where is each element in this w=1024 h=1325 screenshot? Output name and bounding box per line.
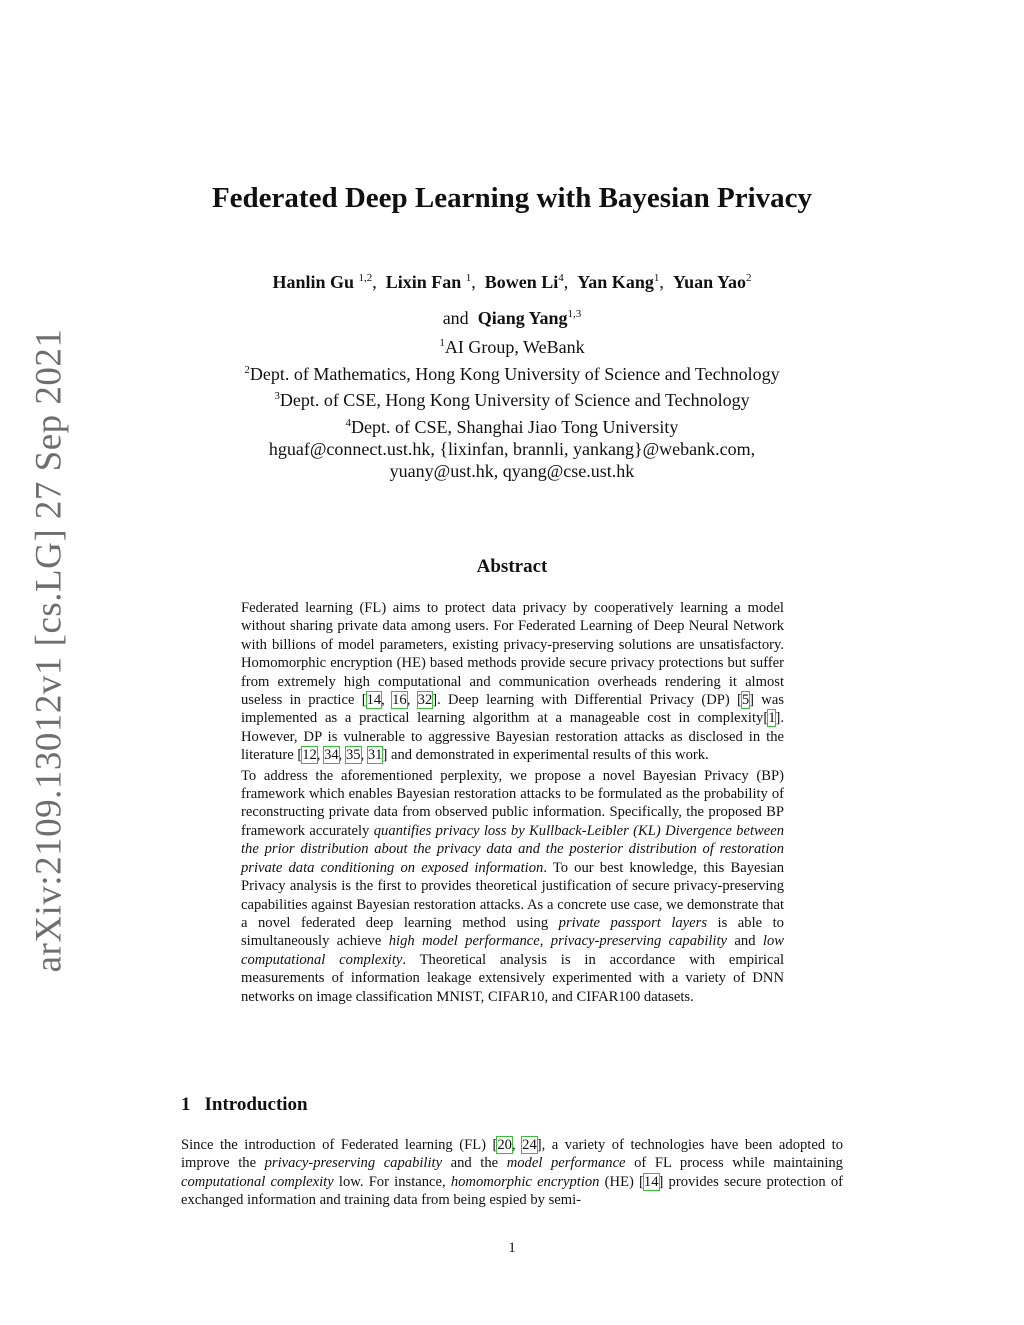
intro-paragraph: Since the introduction of Federated learning (FL) [20, 24], a variety of technologies have been adopted to improve the privacy-preserving capability and the model performance of FL process while maintaining computational complexity low. For instance, homomorphic encryption (HE) [14] provides secure protection of exchanged information and training data from being espied by semi- bbox=[181, 1137, 843, 1209]
affiliation-text: Dept. of CSE, Hong Kong University of Science and Technology bbox=[279, 390, 750, 410]
author-and: and bbox=[442, 308, 469, 328]
intro-text: ] provides secure protection of exchanged information and training data from being espied by semi- bbox=[181, 1173, 843, 1209]
abstract-text: To address the aforementioned perplexity, we propose a novel Bayesian Privacy (BP) framework which enables Bayesian restoration attacks to be formulated as the probability of reconstructing private data from observed public information. Specifically, the proposed BP framework accurately bbox=[241, 767, 784, 839]
affiliation-text: Dept. of CSE, Shanghai Jiao Tong University bbox=[351, 416, 679, 437]
affiliation bbox=[0, 359, 1024, 386]
citation-link[interactable]: 31 bbox=[367, 747, 383, 764]
citation-link[interactable]: 20 bbox=[497, 1137, 512, 1153]
intro-emphasis: model performance bbox=[506, 1155, 626, 1172]
citation-link[interactable]: 1 bbox=[768, 710, 776, 727]
page-number: 1 bbox=[508, 1240, 516, 1256]
author-affil-sup: 1 bbox=[653, 272, 660, 284]
author-name: Bowen Li bbox=[484, 272, 559, 292]
abstract-body bbox=[241, 599, 784, 1006]
abstract-text: and bbox=[727, 933, 763, 950]
affiliation bbox=[0, 332, 1024, 359]
abstract-text: ]. However, DP is vulnerable to aggressive Bayesian restoration attacks as disclosed in the literature [ bbox=[241, 710, 784, 764]
citation-link[interactable]: 32 bbox=[417, 692, 433, 709]
introduction-body bbox=[181, 1136, 843, 1210]
author-list bbox=[0, 262, 1024, 334]
intro-emphasis: homomorphic encryption bbox=[450, 1173, 600, 1190]
author-affil-sup: 4 bbox=[558, 272, 564, 284]
affiliation bbox=[0, 385, 1024, 412]
email-line-1: hguaf@connect.ust.hk, {lixinfan, brannli, yankang}@webank.com, bbox=[268, 439, 756, 459]
email-line-2: yuany@ust.hk, qyang@cse.ust.hk bbox=[389, 460, 635, 481]
abstract-emphasis: private passport layers bbox=[558, 914, 707, 931]
abstract-paragraph-2 bbox=[241, 767, 784, 1006]
abstract-heading: Abstract bbox=[476, 556, 548, 577]
author-affil-sup: 2 bbox=[746, 272, 752, 284]
citation-link[interactable]: 14 bbox=[366, 692, 382, 709]
section-number: 1 bbox=[181, 1094, 191, 1115]
intro-text: of FL process while maintaining bbox=[625, 1155, 843, 1172]
affiliation-list bbox=[0, 332, 1024, 438]
affiliation-text: Dept. of Mathematics, Hong Kong University of Science and Technology bbox=[249, 363, 780, 384]
citation-link[interactable]: 35 bbox=[345, 747, 361, 764]
author-name: Yuan Yao bbox=[672, 272, 747, 292]
intro-text: and the bbox=[442, 1155, 507, 1172]
author-affil-sup: 1,3 bbox=[567, 308, 582, 320]
citation-link[interactable]: 16 bbox=[392, 692, 407, 709]
author-emails bbox=[0, 439, 1024, 482]
author-line-2 bbox=[0, 298, 1024, 334]
abstract-emphasis: low computational complexity bbox=[241, 933, 784, 968]
author-affil-sup: 1,2 bbox=[358, 272, 373, 284]
citation-link[interactable]: 34 bbox=[324, 747, 339, 764]
intro-text: (HE) [ bbox=[599, 1173, 644, 1190]
intro-text: low. For instance, bbox=[333, 1173, 451, 1190]
abstract-text: ] was implemented as a practical learning algorithm at a manageable cost in complexity[ bbox=[241, 692, 785, 727]
abstract-text: ]. Deep learning with Differential Privacy (DP) [ bbox=[432, 692, 742, 709]
intro-text: Since the introduction of Federated learning (FL) [ bbox=[181, 1137, 498, 1153]
citation-link[interactable]: 5 bbox=[741, 692, 750, 709]
author-name: Hanlin Gu bbox=[272, 272, 354, 292]
citation-link[interactable]: 24 bbox=[522, 1137, 537, 1153]
author-name: Yan Kang bbox=[577, 272, 654, 292]
intro-emphasis: privacy-preserving capability bbox=[264, 1155, 443, 1172]
affiliation-sup: 4 bbox=[345, 416, 352, 429]
affiliation-sup: 2 bbox=[244, 363, 250, 376]
affiliation-text: AI Group, WeBank bbox=[444, 337, 585, 357]
abstract-emphasis: quantifies privacy loss by Kullback-Leibler (KL) Divergence between the prior distribution about the privacy data and the posterior distribution of restoration private data conditioning on exposed information bbox=[241, 822, 784, 876]
abstract-text: ] and demonstrated in experimental results of this work. bbox=[382, 747, 709, 764]
intro-text: ], a variety of technologies have been adopted to improve the bbox=[181, 1137, 843, 1172]
abstract-text: Federated learning (FL) aims to protect data privacy by cooperatively learning a model without sharing private data among users. For Federated Learning of Deep Neural Network with billions of model parameters, existing privacy-preserving solutions are unsatisfactory. Homomorphic encryption (HE) based methods provide secure privacy protections but suffer from extremely high computational and communication overheads rendering it almost useless in practice [ bbox=[241, 600, 784, 709]
citation-link[interactable]: 14 bbox=[643, 1173, 659, 1190]
section-heading bbox=[181, 1094, 308, 1116]
paper-title: Federated Deep Learning with Bayesian Privacy bbox=[211, 182, 813, 214]
abstract-paragraph-1: Federated learning (FL) aims to protect data privacy by cooperatively learning a model without sharing private data among users. For Federated Learning of Deep Neural Network with billions of model parameters, existing privacy-preserving solutions are unsatisfactory. Homomorphic encryption (HE) based methods provide secure privacy protections but suffer from extremely high computational and communication overheads rendering it almost useless in practice [14, 16, 32]. Deep learning with Differential Privacy (DP) [5] was implemented as a practical learning algorithm at a manageable cost in complexity[1]. However, DP is vulnerable to aggressive Bayesian restoration attacks as disclosed in the literature [12, 34, 35, 31] and demonstrated in experimental results of this work. bbox=[241, 600, 785, 764]
section-title: Introduction bbox=[204, 1094, 308, 1115]
author-name: Lixin Fan bbox=[385, 272, 462, 292]
affiliation-sup: 3 bbox=[274, 390, 280, 402]
arxiv-stamp-text: arXiv:2109.13012v1 [cs.LG] 27 Sep 2021 bbox=[28, 328, 70, 972]
author-name: Qiang Yang bbox=[477, 308, 568, 328]
abstract-text: is able to simultaneously achieve bbox=[241, 914, 784, 950]
citation-link[interactable]: 12 bbox=[302, 747, 317, 764]
intro-emphasis: computational complexity bbox=[181, 1173, 334, 1190]
affiliation-sup: 1 bbox=[439, 337, 445, 349]
author-affil-sup: 1 bbox=[465, 272, 472, 284]
abstract-emphasis: high model performance, privacy-preserving capability bbox=[388, 933, 728, 950]
abstract-text: . Theoretical analysis is in accordance with empirical measurements of information leakage extensively experimented with a variety of DNN networks on image classification MNIST, CIFAR10, and CIFAR100 datasets. bbox=[241, 951, 784, 1005]
author-line-1: Hanlin Gu $^{1,2}$, Lixin Fan $^1$, Bowen Li$^4$, Yan Kang$^1$, Yuan Yao$^2$ bbox=[272, 272, 752, 292]
affiliation bbox=[0, 412, 1024, 439]
abstract-text: . To our best knowledge, this Bayesian Privacy analysis is the first to provides theoretical justification of secure privacy-preserving capabilities against Bayesian restoration attacks. As a concrete use case, we demonstrate that a novel federated deep learning method using bbox=[241, 859, 784, 931]
